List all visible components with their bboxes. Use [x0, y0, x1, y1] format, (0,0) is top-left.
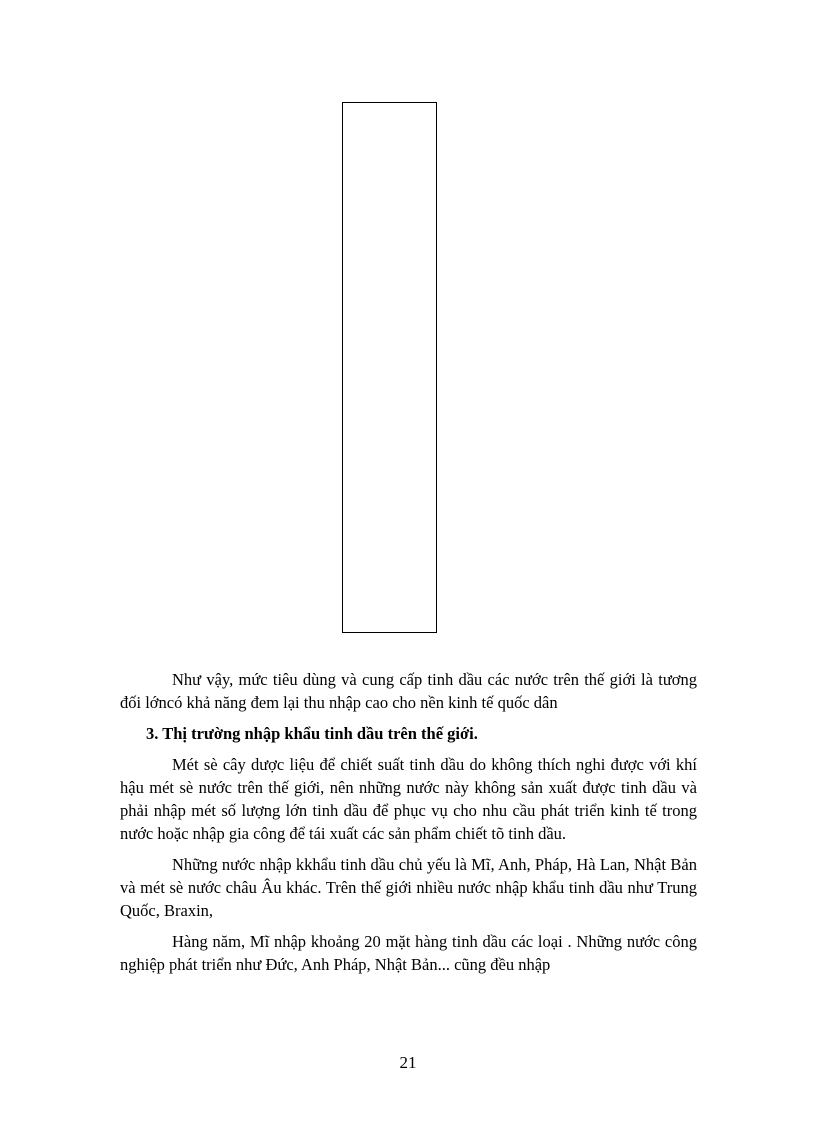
paragraph-annual-imports: Hàng năm, Mĩ nhập khoảng 20 mặt hàng tinh dầu các loại . Những nước công nghiệp phát triển như Đức, Anh Pháp, Nhật Bản... cũng đều nhập	[120, 932, 697, 974]
paragraph-import-reasons: Mét sè cây dược liệu để chiết suất tinh dầu do không thích nghi được với khí hậu mét sè nước trên thế giới, nên những nước này không sản xuất được tinh dầu và phải nhập mét số lượng lớn tinh dầu để phục vụ cho nhu cầu phát triển kinh tế trong nước hoặc nhập gia công để tái xuất các sản phẩm chiết tõ tinh dầu.	[120, 755, 697, 843]
section-heading: 3. Thị trường nhập khẩu tinh dầu trên thế giới.	[146, 724, 478, 743]
body-text	[120, 668, 697, 984]
figure-placeholder-box	[342, 102, 437, 633]
page-number: 21	[399, 1053, 417, 1072]
paragraph-importing-countries: Những nước nhập kkhẩu tinh dầu chủ yếu là Mĩ, Anh, Pháp, Hà Lan, Nhật Bản và mét sè nước châu Âu khác. Trên thế giới nhiều nước nhập khẩu tinh dầu như Trung Quốc, Braxin,	[120, 855, 697, 920]
paragraph-consumption-summary: Như vậy, mức tiêu dùng và cung cấp tinh dầu các nước trên thế giới là tương đối lớncó khả năng đem lại thu nhập cao cho nền kinh tế quốc dân	[120, 670, 697, 712]
